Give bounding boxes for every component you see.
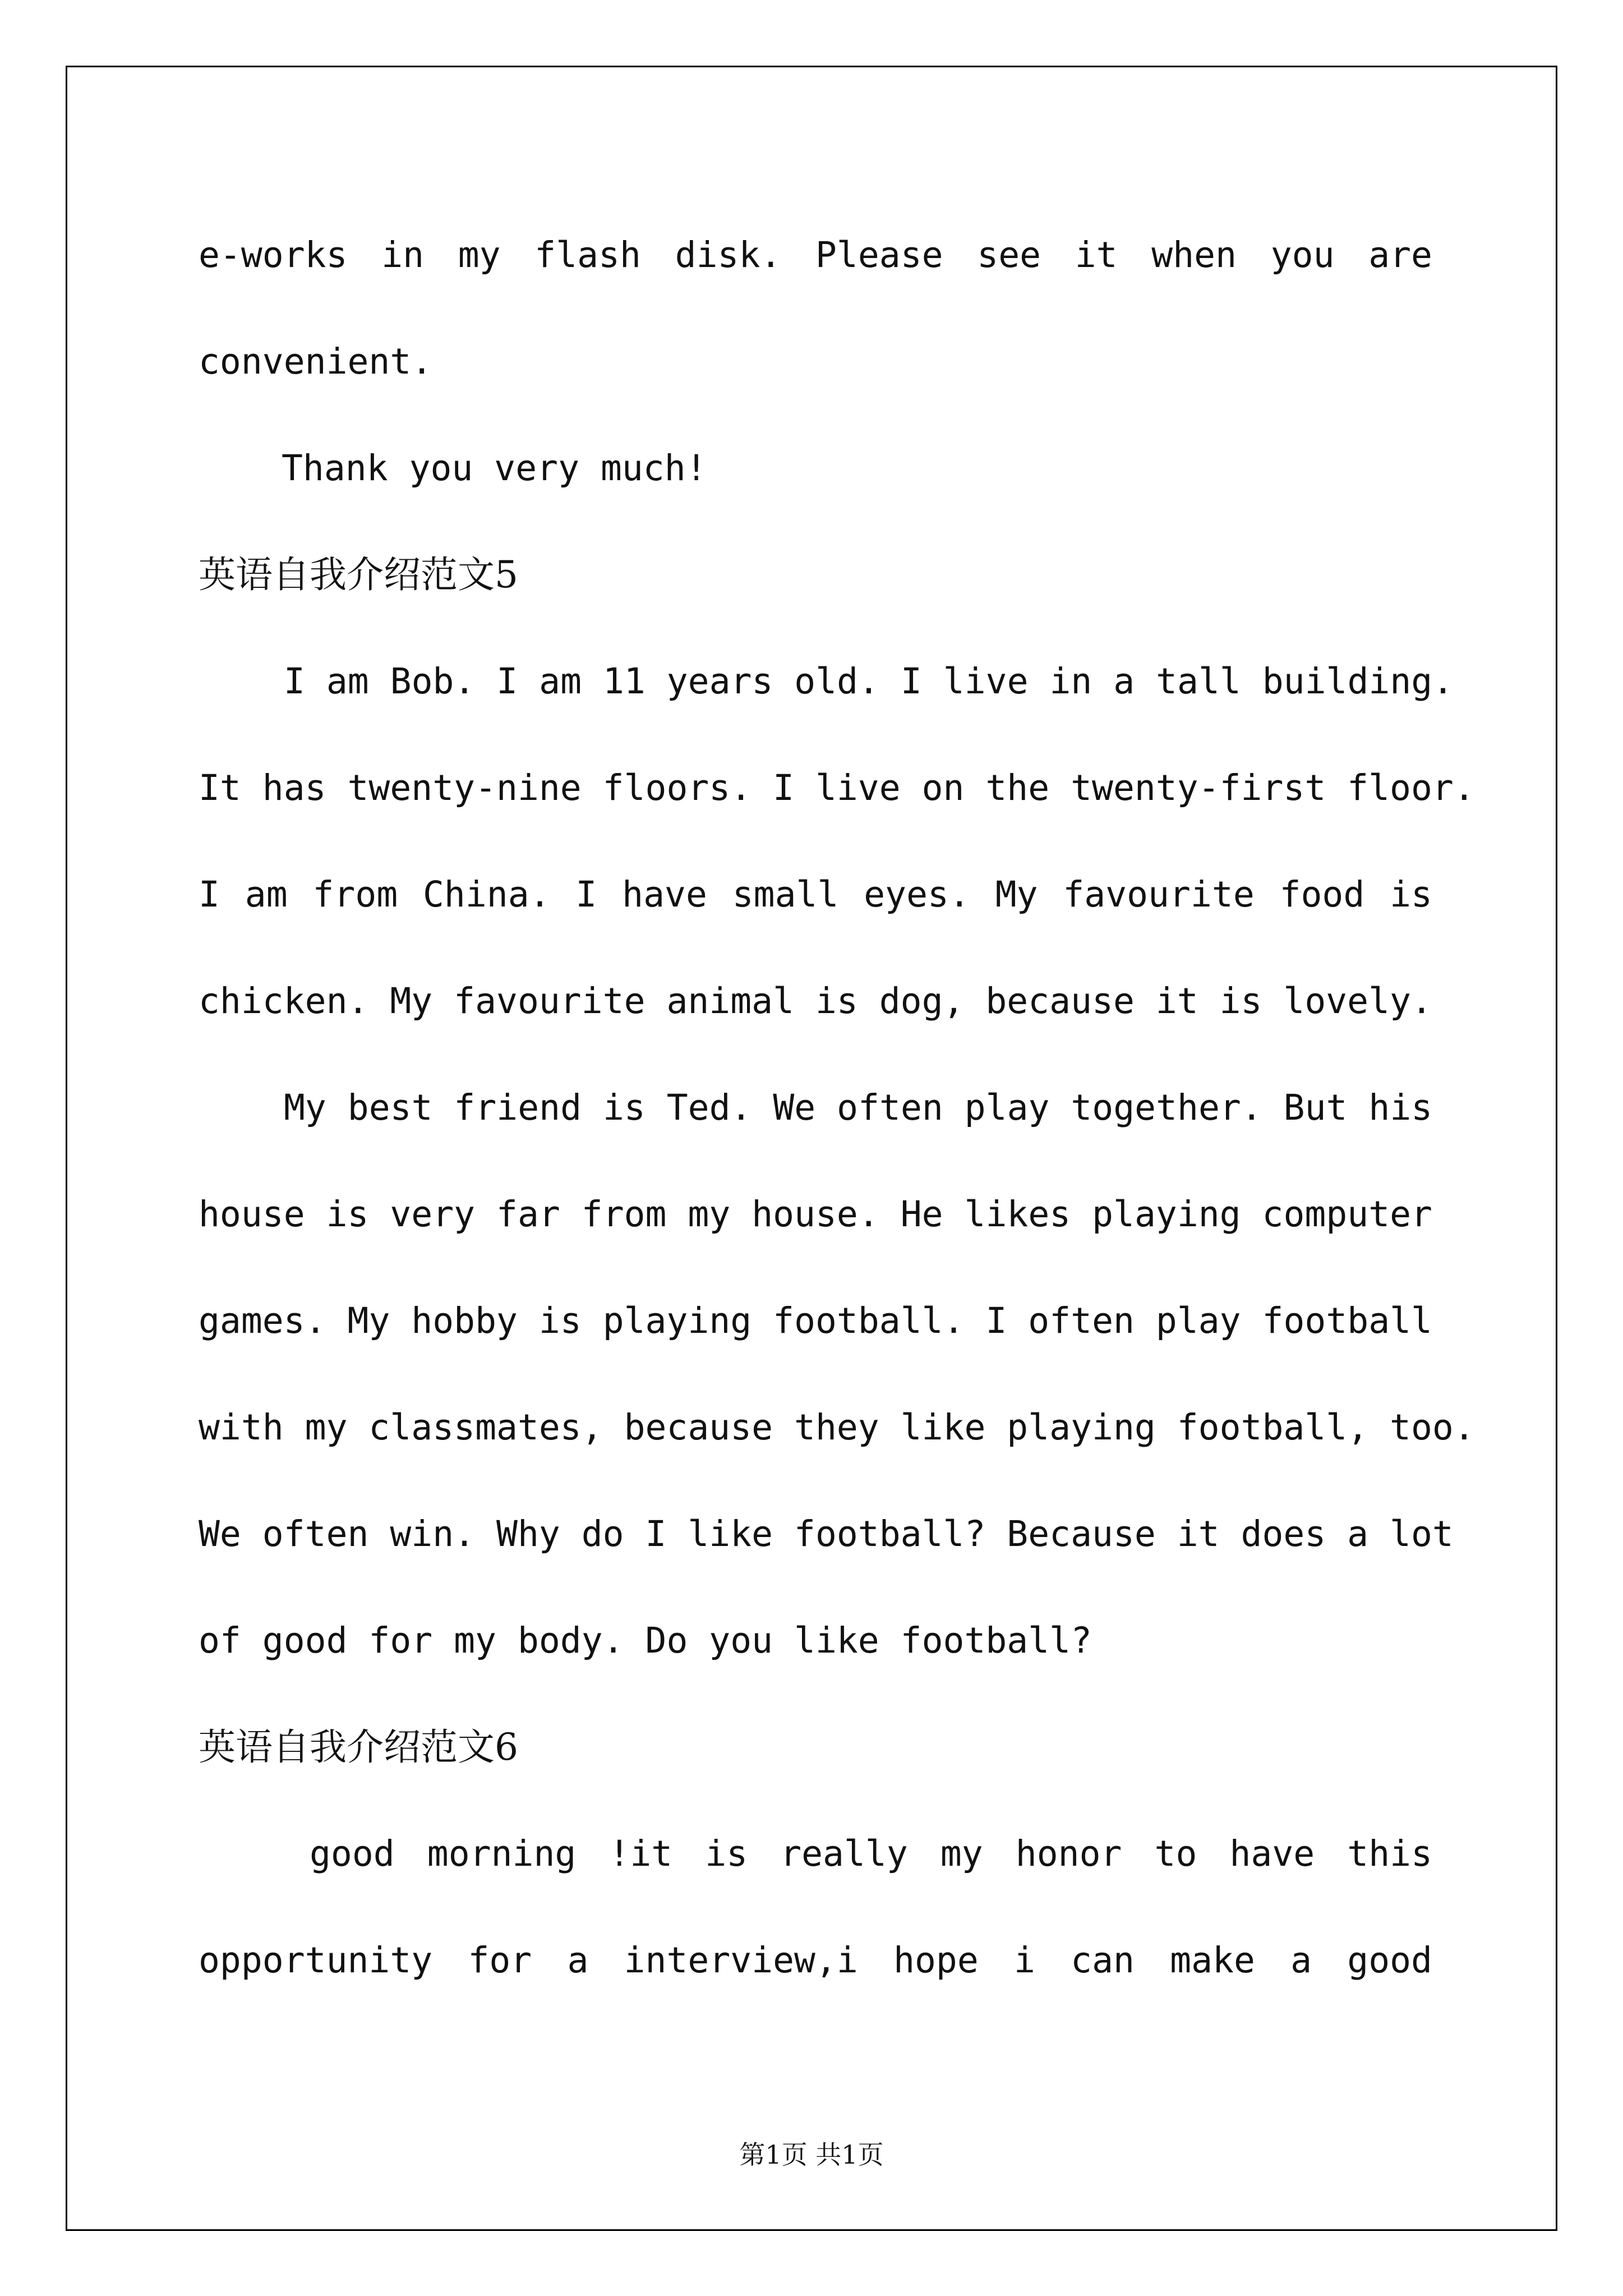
- section-heading: 英语自我介绍范文6: [199, 1726, 518, 1769]
- body-line: We often win. Why do I like football? Because it does a lot: [199, 1513, 1454, 1554]
- body-line: I am Bob. I am 11 years old. I live in a tall building.: [284, 661, 1454, 702]
- body-line: My best friend is Ted. We often play together. But his: [284, 1087, 1433, 1128]
- body-line: e-works in my flash disk. Please see it when you are: [199, 234, 1432, 275]
- body-line: of good for my body. Do you like football?: [199, 1620, 1092, 1661]
- body-line: with my classmates, because they like playing football, too.: [199, 1407, 1475, 1448]
- body-line: games. My hobby is playing football. I often play football: [199, 1300, 1432, 1341]
- page-footer: 第1页 共1页: [739, 2139, 884, 2170]
- section-heading: 英语自我介绍范文5: [199, 553, 518, 596]
- body-line: It has twenty-nine floors. I live on the twenty-first floor.: [199, 767, 1475, 808]
- body-line: house is very far from my house. He likes playing computer: [199, 1194, 1432, 1235]
- body-line: I am from China. I have small eyes. My favourite food is: [199, 874, 1432, 915]
- body-line: Thank you very much!: [282, 448, 707, 489]
- body-line: opportunity for a interview,i hope i can make a good: [199, 1940, 1432, 1981]
- body-line: good morning !it is really my honor to have this: [310, 1833, 1432, 1874]
- document-body: [199, 202, 1475, 2014]
- body-line: chicken. My favourite animal is dog, because it is lovely.: [199, 981, 1432, 1022]
- body-line: convenient.: [199, 341, 433, 382]
